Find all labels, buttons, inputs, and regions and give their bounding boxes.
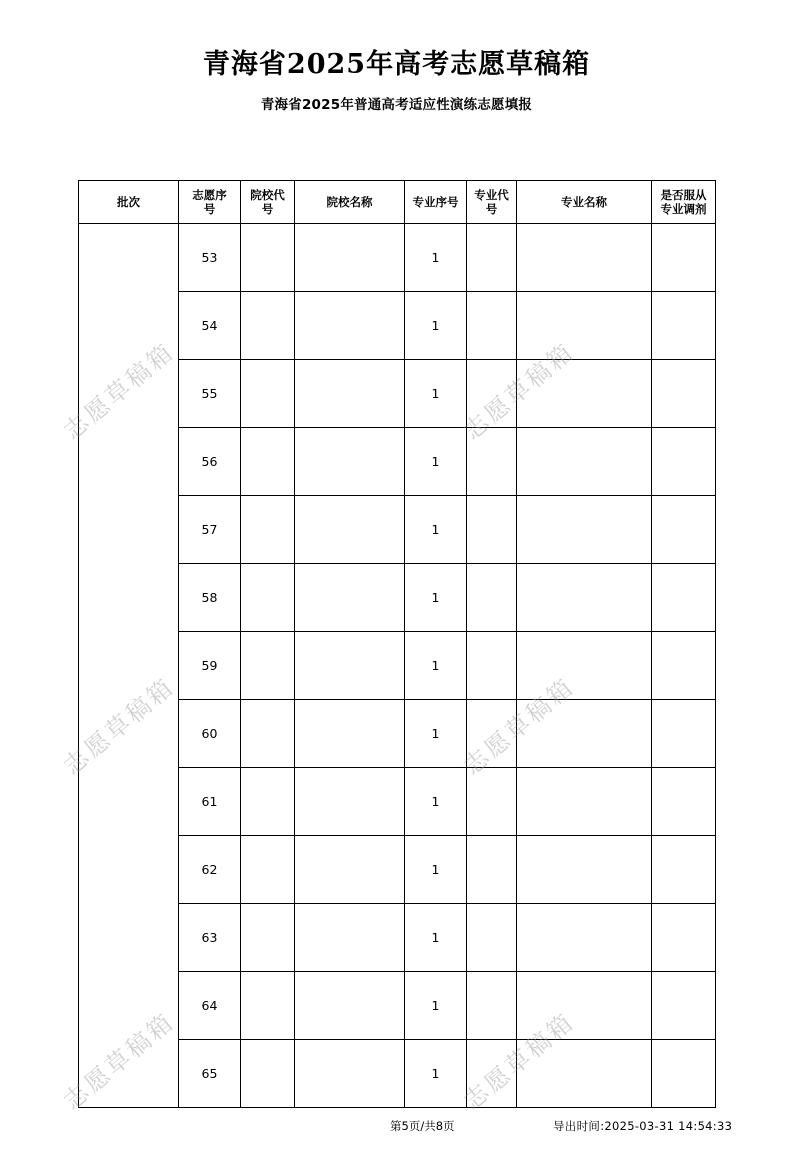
cell-batch bbox=[79, 224, 179, 1108]
cell-major-name bbox=[517, 496, 652, 564]
cell-school-name bbox=[295, 904, 405, 972]
header-obey-line-2: 专业调剂 bbox=[660, 202, 707, 216]
cell-school-name bbox=[295, 564, 405, 632]
cell-school-code bbox=[241, 224, 295, 292]
table-body bbox=[79, 224, 716, 1108]
cell-school-code bbox=[241, 292, 295, 360]
header-major-seq-line-1: 专业序号 bbox=[412, 194, 459, 209]
cell-school-name bbox=[295, 700, 405, 768]
header-volunteer-seq-line-1: 志愿序 bbox=[192, 187, 227, 202]
watermark: 志愿草稿箱 bbox=[58, 1007, 180, 1116]
cell-major-name bbox=[517, 224, 652, 292]
cell-obey bbox=[652, 428, 716, 496]
page-title: 青海省2025年高考志愿草稿箱 bbox=[202, 49, 591, 80]
cell-major-seq: 1 bbox=[405, 428, 467, 496]
cell-major-seq: 1 bbox=[405, 1040, 467, 1108]
cell-obey bbox=[652, 564, 716, 632]
cell-major-name bbox=[517, 768, 652, 836]
cell-school-code bbox=[241, 496, 295, 564]
cell-major-seq: 1 bbox=[405, 496, 467, 564]
cell-major-code bbox=[467, 292, 517, 360]
cell-major-seq: 1 bbox=[405, 904, 467, 972]
cell-school-code bbox=[241, 768, 295, 836]
cell-major-code bbox=[467, 768, 517, 836]
watermark: 志愿草稿箱 bbox=[58, 672, 180, 781]
cell-school-code bbox=[241, 700, 295, 768]
cell-volunteer-seq: 55 bbox=[179, 360, 241, 428]
header-obey-line-1: 是否服从 bbox=[660, 187, 707, 202]
page-subtitle: 青海省2025年普通高考适应性演练志愿填报 bbox=[260, 97, 533, 113]
cell-school-name bbox=[295, 292, 405, 360]
cell-school-code bbox=[241, 836, 295, 904]
cell-volunteer-seq: 65 bbox=[179, 1040, 241, 1108]
cell-major-code bbox=[467, 360, 517, 428]
header-major-code-line-2: 号 bbox=[485, 202, 498, 216]
cell-volunteer-seq: 60 bbox=[179, 700, 241, 768]
cell-volunteer-seq: 59 bbox=[179, 632, 241, 700]
header-school-code-line-1: 院校代 bbox=[250, 187, 285, 202]
cell-school-name bbox=[295, 972, 405, 1040]
header-major-seq bbox=[405, 181, 467, 224]
cell-major-code bbox=[467, 904, 517, 972]
cell-school-name bbox=[295, 836, 405, 904]
cell-major-seq: 1 bbox=[405, 292, 467, 360]
cell-major-name bbox=[517, 972, 652, 1040]
cell-major-code bbox=[467, 972, 517, 1040]
cell-obey bbox=[652, 972, 716, 1040]
cell-obey bbox=[652, 836, 716, 904]
header-school-code bbox=[241, 181, 295, 224]
cell-major-name bbox=[517, 632, 652, 700]
cell-major-name bbox=[517, 564, 652, 632]
cell-obey bbox=[652, 224, 716, 292]
table-header-row bbox=[79, 181, 716, 224]
cell-major-name bbox=[517, 836, 652, 904]
cell-volunteer-seq: 56 bbox=[179, 428, 241, 496]
header-major-name bbox=[517, 181, 652, 224]
cell-major-seq: 1 bbox=[405, 700, 467, 768]
cell-school-code bbox=[241, 360, 295, 428]
table-header bbox=[79, 181, 716, 224]
cell-school-code bbox=[241, 564, 295, 632]
watermark: 志愿草稿箱 bbox=[58, 337, 180, 446]
cell-major-code bbox=[467, 428, 517, 496]
header-major-name-line-1: 专业名称 bbox=[561, 194, 607, 209]
header-volunteer-seq bbox=[179, 181, 241, 224]
cell-volunteer-seq: 53 bbox=[179, 224, 241, 292]
footer-page-number: 第5页/共8页 bbox=[390, 1119, 455, 1133]
table-row bbox=[79, 224, 716, 292]
cell-major-name bbox=[517, 1040, 652, 1108]
cell-major-seq: 1 bbox=[405, 972, 467, 1040]
cell-school-name bbox=[295, 632, 405, 700]
cell-major-seq: 1 bbox=[405, 224, 467, 292]
header-volunteer-seq-line-2: 号 bbox=[203, 202, 216, 216]
cell-major-name bbox=[517, 904, 652, 972]
cell-school-code bbox=[241, 972, 295, 1040]
header-major-code-line-1: 专业代 bbox=[474, 187, 509, 202]
cell-major-code bbox=[467, 224, 517, 292]
watermark: 志愿草稿箱 bbox=[458, 672, 580, 781]
cell-major-name bbox=[517, 292, 652, 360]
cell-volunteer-seq: 54 bbox=[179, 292, 241, 360]
cell-major-code bbox=[467, 1040, 517, 1108]
header-school-code-line-2: 号 bbox=[261, 202, 274, 216]
cell-major-seq: 1 bbox=[405, 564, 467, 632]
watermark: 志愿草稿箱 bbox=[458, 1007, 580, 1116]
cell-school-name bbox=[295, 360, 405, 428]
volunteer-table-container bbox=[78, 180, 715, 1108]
cell-major-code bbox=[467, 632, 517, 700]
cell-major-seq: 1 bbox=[405, 836, 467, 904]
footer-export-time: 导出时间:2025-03-31 14:54:33 bbox=[553, 1119, 733, 1133]
cell-school-name bbox=[295, 768, 405, 836]
cell-major-name bbox=[517, 428, 652, 496]
cell-school-name bbox=[295, 496, 405, 564]
cell-school-code bbox=[241, 632, 295, 700]
cell-volunteer-seq: 57 bbox=[179, 496, 241, 564]
volunteer-table bbox=[78, 180, 716, 1108]
cell-obey bbox=[652, 496, 716, 564]
cell-school-name bbox=[295, 428, 405, 496]
cell-obey bbox=[652, 360, 716, 428]
cell-obey bbox=[652, 700, 716, 768]
header-batch-line-1: 批次 bbox=[117, 194, 140, 209]
cell-obey bbox=[652, 632, 716, 700]
cell-school-name bbox=[295, 224, 405, 292]
cell-major-code bbox=[467, 700, 517, 768]
cell-major-code bbox=[467, 836, 517, 904]
watermark: 志愿草稿箱 bbox=[458, 337, 580, 446]
cell-major-seq: 1 bbox=[405, 360, 467, 428]
header-major-code bbox=[467, 181, 517, 224]
cell-major-name bbox=[517, 360, 652, 428]
header-obey-adjustment bbox=[652, 181, 716, 224]
cell-school-code bbox=[241, 428, 295, 496]
cell-major-name bbox=[517, 700, 652, 768]
cell-obey bbox=[652, 904, 716, 972]
cell-volunteer-seq: 63 bbox=[179, 904, 241, 972]
cell-volunteer-seq: 62 bbox=[179, 836, 241, 904]
document-page bbox=[0, 42, 793, 1165]
cell-obey bbox=[652, 292, 716, 360]
header-school-name bbox=[295, 181, 405, 224]
cell-volunteer-seq: 61 bbox=[179, 768, 241, 836]
cell-school-code bbox=[241, 1040, 295, 1108]
header-school-name-line-1: 院校名称 bbox=[326, 194, 373, 209]
cell-major-code bbox=[467, 496, 517, 564]
cell-obey bbox=[652, 1040, 716, 1108]
cell-major-seq: 1 bbox=[405, 632, 467, 700]
header-batch bbox=[79, 181, 179, 224]
cell-major-code bbox=[467, 564, 517, 632]
cell-major-seq: 1 bbox=[405, 768, 467, 836]
cell-volunteer-seq: 58 bbox=[179, 564, 241, 632]
cell-school-name bbox=[295, 1040, 405, 1108]
cell-school-code bbox=[241, 904, 295, 972]
cell-obey bbox=[652, 768, 716, 836]
cell-volunteer-seq: 64 bbox=[179, 972, 241, 1040]
